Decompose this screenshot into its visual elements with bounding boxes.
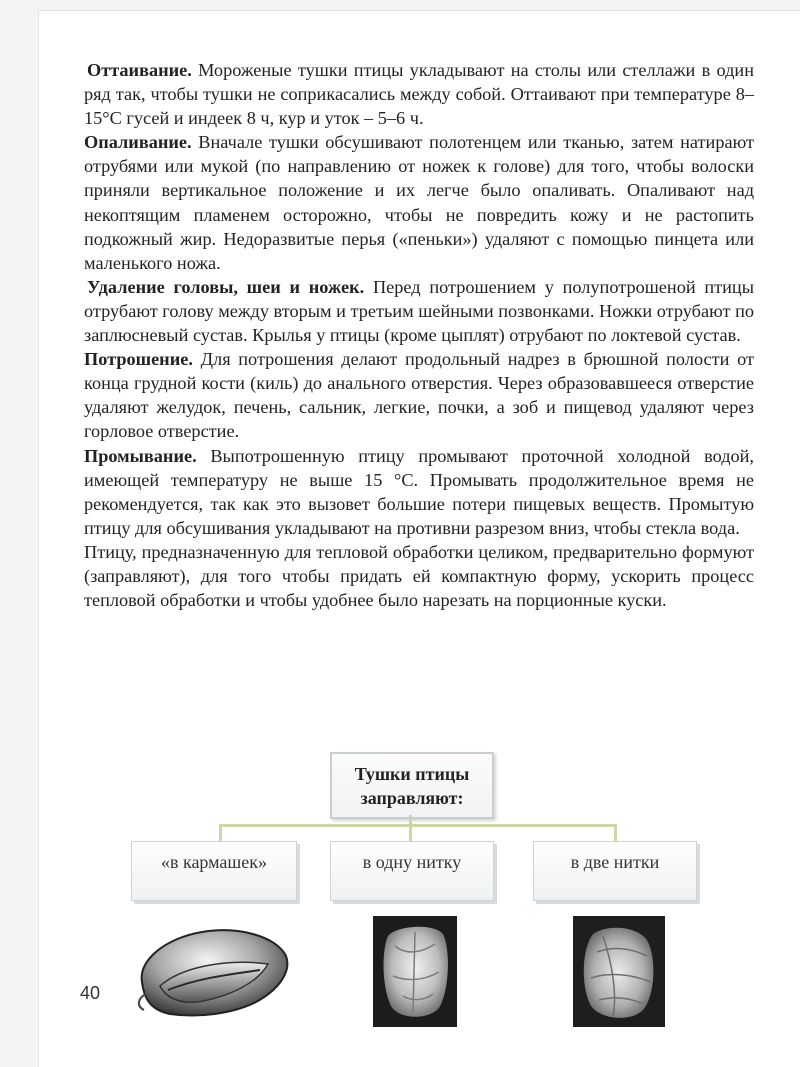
heading-gutting: Потрошение. [84, 349, 193, 370]
text-shaping: Птицу, предназначенную для тепловой обработки целиком, предварительно формуют (заправляют), для того чтобы придать ей компактную форму, ускорить процесс тепловой обработки и чтобы удобнее было нарезать на порционные куски. [84, 541, 754, 611]
paragraph-gutting [84, 347, 754, 443]
heading-thawing: Оттаивание. [87, 60, 192, 80]
page-number: 40 [80, 983, 101, 1003]
one-thread-illustration [373, 916, 457, 1027]
paragraph-thawing [84, 58, 754, 130]
diagram-connector-middle [409, 824, 412, 842]
paragraph-washing [84, 444, 754, 540]
paragraph-singeing [84, 130, 754, 275]
pocket-method-illustration [128, 920, 294, 1022]
page-top-border [38, 10, 800, 11]
diagram-option-two-threads: в две нитки [533, 841, 697, 901]
text-thawing: Мороженые тушки птицы укладывают на столы или стеллажи в один ряд так, чтобы тушки не соприкасались между собой. Оттаивают при температуре 8–15°С гусей и индеек 8 ч, кур и уток – 5–6 ч. [84, 60, 754, 129]
diagram-root-line2: заправляют: [360, 787, 464, 808]
text-gutting: Для потрошения делают продольный надрез в брюшной полости от конца грудной кости (киль) до анального отверстия. Через образовавшееся отверстие удаляют желудок, печень, сальник, легкие, почки, а зоб и пищевод удаляют через горловое отверстие. [84, 349, 754, 442]
diagram-connector-right [614, 824, 617, 842]
paragraph-removal [84, 275, 754, 347]
heading-washing: Промывание. [84, 445, 197, 466]
document-text [84, 58, 754, 612]
diagram-option-one-thread: в одну нитку [330, 841, 494, 901]
diagram-root-box [330, 752, 494, 819]
text-singeing: Вначале тушки обсушивают полотенцем или тканью, затем натирают отрубями или мукой (по направлению от ножек к голове) для того, чтобы волоски приняли вертикальное положение и их легче было опаливать. Опаливают над некоптящим пламенем осторожно, чтобы не повредить кожу и не растопить подкожный жир. Недоразвитые перья («пеньки») удаляют с помощью пинцета или маленького ножа. [84, 132, 754, 273]
diagram-option-pocket: «в кармашек» [131, 841, 297, 901]
diagram-connector-left [219, 824, 222, 842]
text-washing: Выпотрошенную птицу промывают проточной холодной водой, имеющей температуру не выше 15 °С. Промывать продолжительное время не рекомендуется, так как это вызовет большие потери пищевых веществ. Промытую птицу для обсушивания укладывают на противни разрезом вниз, чтобы стекла вода. [84, 445, 754, 538]
text-removal: Перед потрошением у полупотрошеной птицы отрубают голову между вторым и третьим шейными позвонками. Ножки отрубают по заплюсневый сустав. Крылья у птицы (кроме цыплят) отрубают по локтевой сустав. [84, 276, 754, 346]
diagram-root-line1: Тушки птицы [354, 763, 470, 784]
heading-removal: Удаление головы, шеи и ножек. [87, 276, 365, 297]
paragraph-shaping [84, 540, 754, 612]
two-threads-illustration [573, 916, 665, 1027]
heading-singeing: Опаливание. [84, 132, 192, 153]
diagram-connector-bar [219, 824, 617, 827]
